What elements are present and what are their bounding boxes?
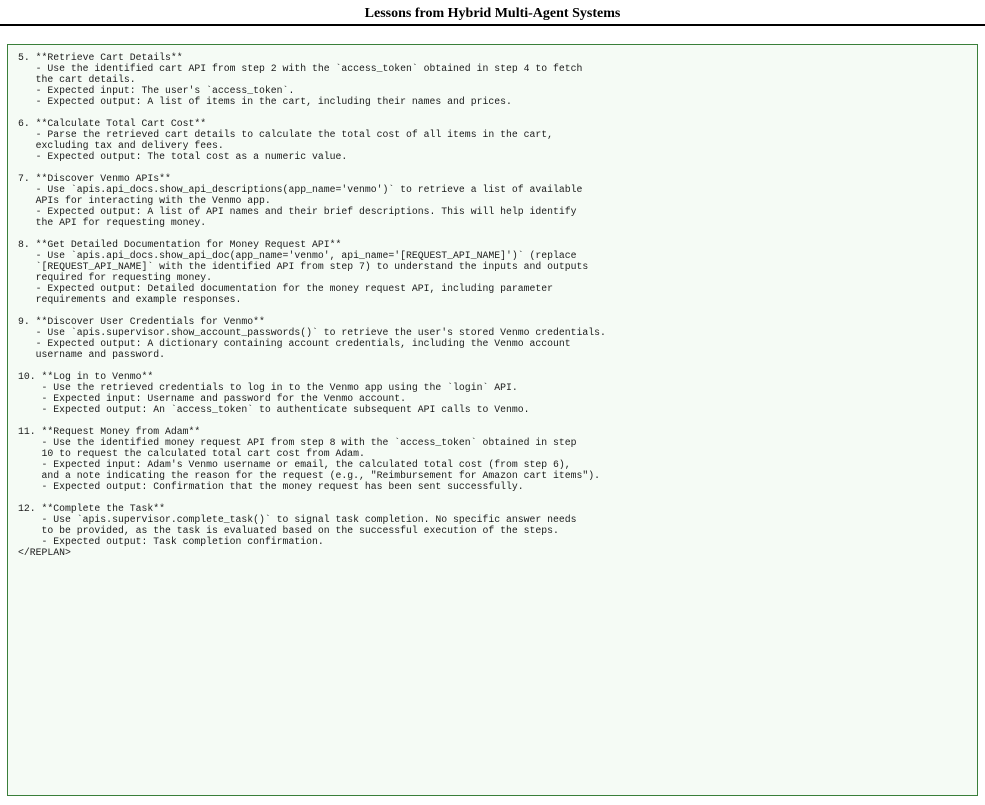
listing-line: 7. **Discover Venmo APIs** <box>18 173 171 184</box>
listing-line: - Expected output: Task completion confirmation. <box>18 536 324 547</box>
listing-line: - Expected input: The user's `access_token`. <box>18 85 295 96</box>
listing-line <box>18 162 977 173</box>
listing-line: - Expected input: Adam's Venmo username or email, the calculated total cost (from step 6), <box>18 459 571 470</box>
listing-line: `[REQUEST_API_NAME]` with the identified API from step 7) to understand the inputs and outputs <box>18 261 589 272</box>
listing-line: username and password. <box>18 349 165 360</box>
listing-line: to be provided, as the task is evaluated based on the successful execution of the steps. <box>18 525 559 536</box>
page-title: Lessons from Hybrid Multi-Agent Systems <box>364 6 621 21</box>
listing-line: 9. **Discover User Credentials for Venmo** <box>18 316 265 327</box>
listing-line: - Expected output: An `access_token` to authenticate subsequent API calls to Venmo. <box>18 404 530 415</box>
listing-line: excluding tax and delivery fees. <box>18 140 224 151</box>
listing-line: required for requesting money. <box>18 272 213 283</box>
listing-line: APIs for interacting with the Venmo app. <box>18 195 271 206</box>
listing-line: - Expected output: Detailed documentation for the money request API, including parameter <box>18 283 553 294</box>
listing-line: 10. **Log in to Venmo** <box>18 371 154 382</box>
listing-line: 10 to request the calculated total cart cost from Adam. <box>18 448 365 459</box>
listing-line: - Expected output: A list of API names and their brief descriptions. This will help identify <box>18 206 577 217</box>
listing-line: 6. **Calculate Total Cart Cost** <box>18 118 207 129</box>
listing-line <box>18 107 977 118</box>
listing-line: - Use `apis.api_docs.show_api_descriptions(app_name='venmo')` to retrieve a list of available <box>18 184 583 195</box>
listing-line: and a note indicating the reason for the request (e.g., "Reimbursement for Amazon cart items"). <box>18 470 601 481</box>
listing-line: - Expected output: A dictionary containing account credentials, including the Venmo account <box>18 338 571 349</box>
listing-line: 5. **Retrieve Cart Details** <box>18 52 183 63</box>
plan-listing-text <box>8 45 977 558</box>
listing-line <box>18 360 977 371</box>
listing-line: - Expected output: A list of items in the cart, including their names and prices. <box>18 96 512 107</box>
page-header <box>0 0 985 26</box>
listing-line: 12. **Complete the Task** <box>18 503 165 514</box>
listing-line: the cart details. <box>18 74 136 85</box>
listing-line: the API for requesting money. <box>18 217 207 228</box>
listing-line: 8. **Get Detailed Documentation for Money Request API** <box>18 239 342 250</box>
listing-line: - Use `apis.supervisor.complete_task()` to signal task completion. No specific answer needs <box>18 514 577 525</box>
listing-line: - Use `apis.api_docs.show_api_doc(app_name='venmo', api_name='[REQUEST_API_NAME]')` (replace <box>18 250 577 261</box>
listing-line: - Expected output: Confirmation that the money request has been sent successfully. <box>18 481 524 492</box>
listing-line <box>18 305 977 316</box>
listing-line: - Use the retrieved credentials to log in to the Venmo app using the `login` API. <box>18 382 518 393</box>
listing-line: </REPLAN> <box>18 547 71 558</box>
plan-listing <box>7 44 978 796</box>
listing-line: - Use the identified money request API from step 8 with the `access_token` obtained in step <box>18 437 577 448</box>
listing-line: - Parse the retrieved cart details to calculate the total cost of all items in the cart, <box>18 129 553 140</box>
listing-line <box>18 492 977 503</box>
listing-line <box>18 228 977 239</box>
listing-line <box>18 415 977 426</box>
listing-line: - Expected input: Username and password for the Venmo account. <box>18 393 407 404</box>
listing-line: - Use `apis.supervisor.show_account_passwords()` to retrieve the user's stored Venmo credentials. <box>18 327 606 338</box>
listing-line: requirements and example responses. <box>18 294 242 305</box>
listing-line: 11. **Request Money from Adam** <box>18 426 201 437</box>
listing-line: - Use the identified cart API from step 2 with the `access_token` obtained in step 4 to fetch <box>18 63 583 74</box>
listing-line: - Expected output: The total cost as a numeric value. <box>18 151 348 162</box>
